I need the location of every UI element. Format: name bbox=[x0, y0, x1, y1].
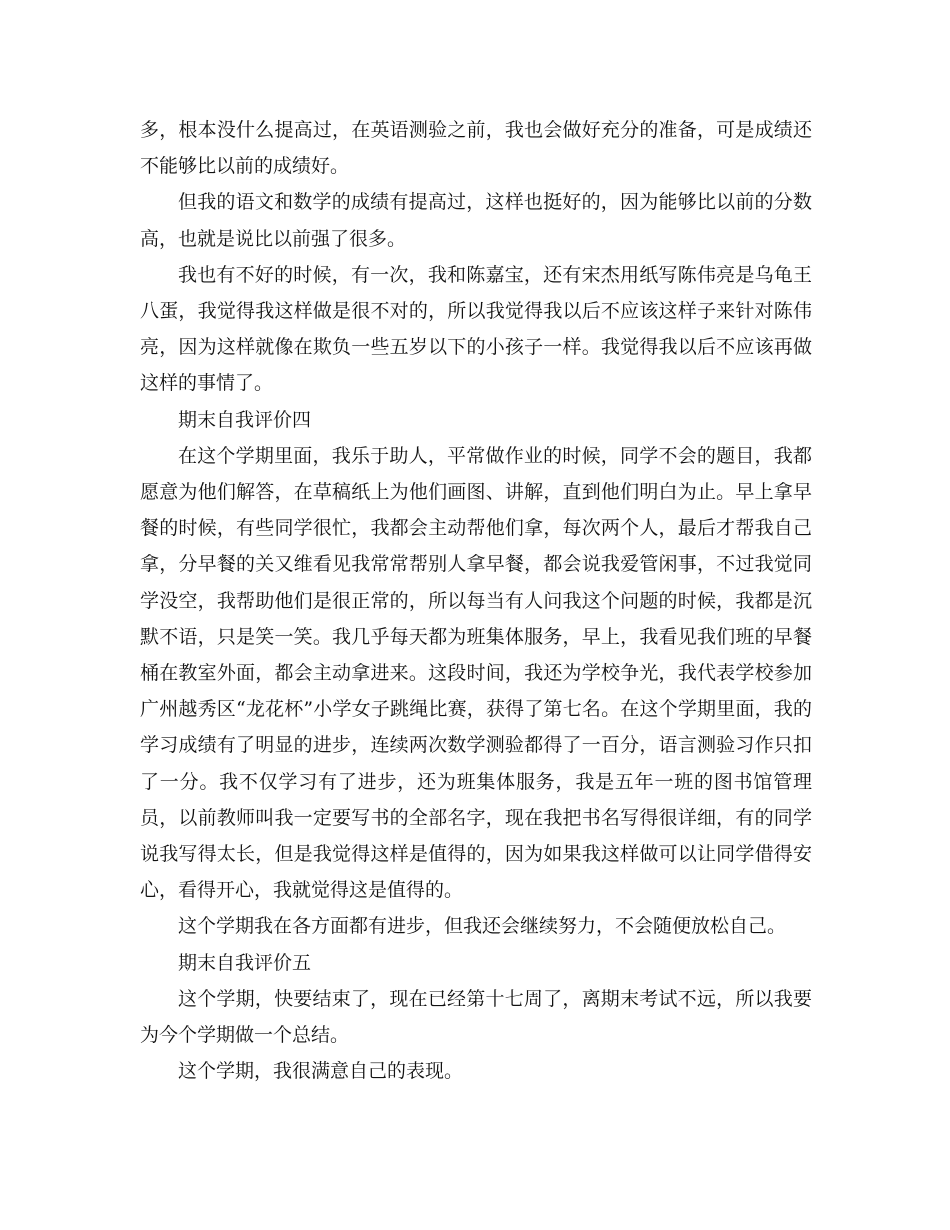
paragraph-progress-summary: 这个学期我在各方面都有进步，但我还会继续努力，不会随便放松自己。 bbox=[178, 915, 787, 938]
section-heading-five: 期末自我评价五 bbox=[178, 951, 312, 974]
paragraph-helping-others: 在这个学期里面，我乐于助人，平常做作业的时候，同学不会的题目，我都愿意为他们解答，在草稿纸上为他们画图、讲解，直到他们明白为止。早上拿早餐的时候，有些同学很忙，我都会主动帮他们拿，每次两个人，最后才帮我自己拿，分早餐的关又维看见我常常帮别人拿早餐，都会说我爱管闲事，不过我觉同学没空，我帮助他们是很正常的，所以每当有人问我这个问题的时候，我都是沉默不语，只是笑一笑。我几乎每天都为班集体服务，早上，我看见我们班的早餐桶在教室外面，都会主动拿进来。这段时间，我还为学校争光，我代表学校参加广州越秀区“龙花杯”小学女子跳绳比赛，获得了第七名。在这个学期里面，我的学习成绩有了明显的进步，连续两次数学测验都得了一百分，语言测验习作只扣了一分。我不仅学习有了进步，还为班集体服务，我是五年一班的图书馆管理员，以前教师叫我一定要写书的全部名字，现在我把书名写得很详细，有的同学说我写得太长，但是我觉得这样是值得的，因为如果我这样做可以让同学借得安心，看得开心，我就觉得这是值得的。 bbox=[140, 444, 812, 902]
document-body bbox=[140, 112, 812, 1089]
paragraph-semester-ending: 这个学期，快要结束了，现在已经第十七周了，离期末考试不远，所以我要为今个学期做一个总结。 bbox=[140, 987, 812, 1047]
paragraph-continuation: 多，根本没什么提高过，在英语测验之前，我也会做好充分的准备，可是成绩还不能够比以前的成绩好。 bbox=[140, 119, 812, 178]
paragraph-bad-behavior: 我也有不好的时候，有一次，我和陈嘉宝，还有宋杰用纸写陈伟亮是乌龟王八蛋，我觉得我这样做是很不对的，所以我觉得我以后不应该这样子来针对陈伟亮，因为这样就像在欺负一些五岁以下的小孩子一样。我觉得我以后不应该再做这样的事情了。 bbox=[140, 263, 812, 395]
paragraph-satisfied: 这个学期，我很满意自己的表现。 bbox=[178, 1060, 464, 1083]
section-heading-four: 期末自我评价四 bbox=[178, 408, 312, 431]
paragraph-grades-improved: 但我的语文和数学的成绩有提高过，这样也挺好的，因为能够比以前的分数高，也就是说比以前强了很多。 bbox=[140, 191, 812, 250]
